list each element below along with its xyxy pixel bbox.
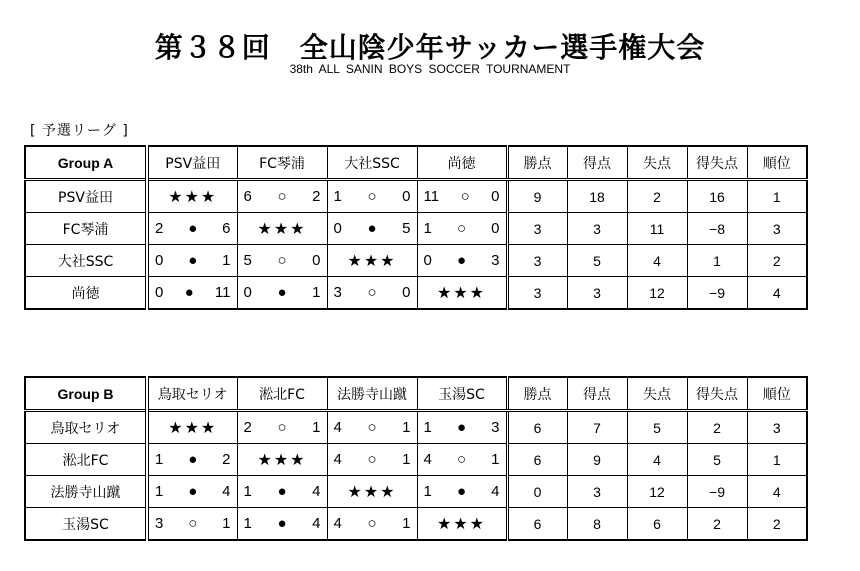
match-result-cell: [327, 508, 417, 541]
match-result-cell: [417, 245, 507, 277]
goals-for: 6: [243, 188, 252, 205]
match-result-cell: [417, 411, 507, 444]
stat-value: 12: [627, 277, 687, 310]
stat-header: 得点: [567, 377, 627, 411]
opponent-header: PSV益田: [147, 146, 237, 180]
goals-for: 4: [423, 451, 432, 468]
stat-value: 5: [627, 411, 687, 444]
stars-icon: ★★★: [436, 283, 487, 302]
table-row: [25, 476, 807, 508]
score: [418, 252, 506, 269]
goals-against: 4: [491, 483, 500, 500]
loss-dot-icon: ●: [188, 483, 198, 500]
stat-value: 3: [567, 213, 627, 245]
goals-for: 4: [333, 451, 342, 468]
goals-against: 1: [222, 515, 231, 532]
goals-against: 2: [312, 188, 321, 205]
score: [149, 451, 237, 468]
table-row: [25, 411, 807, 444]
stars-icon: ★★★: [168, 418, 218, 437]
stat-value: 5: [567, 245, 627, 277]
stars-icon: ★★★: [257, 219, 307, 238]
stars-icon: ★★★: [347, 482, 397, 501]
match-result-cell: [237, 411, 327, 444]
loss-dot-icon: ●: [456, 419, 467, 436]
stat-header: 失点: [627, 146, 687, 180]
stars-icon: ★★★: [347, 251, 397, 270]
score: [418, 220, 506, 237]
goals-against: 2: [222, 451, 231, 468]
goals-against: 1: [312, 419, 321, 436]
stat-header: 順位: [747, 377, 807, 411]
score: [328, 451, 417, 468]
goals-for: 5: [243, 252, 252, 269]
score: [238, 515, 327, 532]
stat-value: 4: [747, 476, 807, 508]
opponent-header: 大社SSC: [327, 146, 417, 180]
group-b-table: [24, 376, 808, 541]
stat-value: 16: [687, 180, 747, 213]
goals-for: 1: [243, 483, 252, 500]
match-result-cell: [147, 277, 237, 310]
team-name: 玉湯SC: [25, 508, 147, 541]
stat-header: 勝点: [507, 377, 567, 411]
stat-value: 3: [567, 476, 627, 508]
team-name: 鳥取セリオ: [25, 411, 147, 444]
goals-against: 11: [214, 284, 231, 301]
stat-value: 3: [507, 245, 567, 277]
match-result-cell: [147, 444, 237, 476]
stat-value: 2: [627, 180, 687, 213]
score: [418, 483, 506, 500]
goals-for: 0: [333, 220, 342, 237]
win-circle-icon: ○: [456, 220, 467, 237]
match-result-cell: [327, 180, 417, 213]
goals-for: 1: [155, 483, 164, 500]
opponent-header: 鳥取セリオ: [147, 377, 237, 411]
loss-dot-icon: ●: [277, 515, 287, 532]
goals-for: 0: [423, 252, 432, 269]
stat-header: 得点: [567, 146, 627, 180]
self-match-cell: [147, 180, 237, 213]
opponent-header: 尚徳: [417, 146, 507, 180]
goals-for: 1: [333, 188, 342, 205]
goals-against: 1: [491, 451, 500, 468]
loss-dot-icon: ●: [456, 252, 467, 269]
stat-value: 4: [747, 277, 807, 310]
match-result-cell: [147, 508, 237, 541]
stat-value: 2: [747, 245, 807, 277]
goals-for: 1: [243, 515, 252, 532]
stat-value: 9: [567, 444, 627, 476]
win-circle-icon: ○: [367, 451, 377, 468]
goals-against: 4: [312, 515, 321, 532]
goals-against: 0: [402, 188, 411, 205]
loss-dot-icon: ●: [188, 220, 198, 237]
win-circle-icon: ○: [277, 419, 287, 436]
header-row: [25, 377, 807, 411]
win-circle-icon: ○: [277, 188, 287, 205]
match-result-cell: [237, 180, 327, 213]
goals-against: 1: [222, 252, 231, 269]
stars-icon: ★★★: [257, 450, 307, 469]
goals-for: 3: [155, 515, 164, 532]
stat-value: 1: [747, 444, 807, 476]
goals-for: 1: [423, 483, 432, 500]
goals-against: 1: [402, 419, 411, 436]
match-result-cell: [417, 213, 507, 245]
stat-value: 4: [627, 444, 687, 476]
score: [149, 515, 237, 532]
stat-value: 2: [687, 508, 747, 541]
self-match-cell: [147, 411, 237, 444]
match-result-cell: [327, 277, 417, 310]
opponent-header: 淞北FC: [237, 377, 327, 411]
stat-value: 6: [507, 444, 567, 476]
stat-value: −8: [687, 213, 747, 245]
score: [149, 252, 237, 269]
win-circle-icon: ○: [367, 515, 377, 532]
goals-against: 0: [491, 220, 500, 237]
table-row: [25, 508, 807, 541]
score: [328, 284, 417, 301]
stat-value: 6: [627, 508, 687, 541]
self-match-cell: [417, 277, 507, 310]
goals-for: 2: [243, 419, 252, 436]
score: [418, 451, 506, 468]
score: [238, 419, 327, 436]
match-result-cell: [237, 245, 327, 277]
goals-for: 0: [243, 284, 252, 301]
table-row: [25, 277, 807, 310]
match-result-cell: [147, 245, 237, 277]
score: [418, 188, 506, 205]
team-name: 淞北FC: [25, 444, 147, 476]
stat-value: 18: [567, 180, 627, 213]
match-result-cell: [147, 476, 237, 508]
stat-value: 11: [627, 213, 687, 245]
goals-for: 2: [155, 220, 164, 237]
match-result-cell: [417, 180, 507, 213]
self-match-cell: [327, 245, 417, 277]
stat-value: 3: [507, 277, 567, 310]
match-result-cell: [417, 444, 507, 476]
goals-against: 1: [312, 284, 321, 301]
win-circle-icon: ○: [367, 419, 377, 436]
goals-against: 1: [402, 515, 411, 532]
goals-for: 4: [333, 515, 342, 532]
team-name: PSV益田: [25, 180, 147, 213]
score: [328, 515, 417, 532]
stat-value: 3: [747, 213, 807, 245]
score: [238, 284, 327, 301]
stat-value: −9: [687, 476, 747, 508]
self-match-cell: [417, 508, 507, 541]
stat-header: 勝点: [507, 146, 567, 180]
opponent-header: FC琴浦: [237, 146, 327, 180]
stat-header: 失点: [627, 377, 687, 411]
stat-value: 1: [747, 180, 807, 213]
match-result-cell: [417, 476, 507, 508]
score: [328, 188, 417, 205]
goals-against: 1: [402, 451, 411, 468]
goals-against: 5: [402, 220, 411, 237]
table-row: [25, 213, 807, 245]
goals-for: 4: [333, 419, 342, 436]
group-name: Group B: [25, 377, 147, 411]
match-result-cell: [237, 277, 327, 310]
score: [149, 220, 237, 237]
win-circle-icon: ○: [367, 188, 377, 205]
match-result-cell: [147, 213, 237, 245]
stat-value: 9: [507, 180, 567, 213]
score: [149, 483, 237, 500]
table-row: [25, 444, 807, 476]
stat-value: 3: [507, 213, 567, 245]
stat-value: 1: [687, 245, 747, 277]
stat-value: 3: [747, 411, 807, 444]
stat-value: 2: [747, 508, 807, 541]
self-match-cell: [327, 476, 417, 508]
goals-against: 0: [402, 284, 411, 301]
stat-value: 0: [507, 476, 567, 508]
team-name: 尚徳: [25, 277, 147, 310]
loss-dot-icon: ●: [277, 284, 287, 301]
stat-value: 8: [567, 508, 627, 541]
table-row: [25, 180, 807, 213]
page-title: 第３８回 全山陰少年サッカー選手権大会: [154, 31, 706, 64]
win-circle-icon: ○: [188, 515, 198, 532]
score: [328, 419, 417, 436]
score: [418, 419, 506, 436]
stat-value: 6: [507, 411, 567, 444]
match-result-cell: [327, 213, 417, 245]
match-result-cell: [327, 444, 417, 476]
opponent-header: 玉湯SC: [417, 377, 507, 411]
table-row: [25, 245, 807, 277]
goals-for: 1: [423, 419, 432, 436]
goals-for: 0: [155, 252, 164, 269]
score: [238, 252, 327, 269]
match-result-cell: [237, 476, 327, 508]
stat-value: 6: [507, 508, 567, 541]
win-circle-icon: ○: [456, 451, 467, 468]
opponent-header: 法勝寺山蹴: [327, 377, 417, 411]
match-result-cell: [237, 508, 327, 541]
loss-dot-icon: ●: [184, 284, 194, 301]
group-a-table: [24, 145, 808, 310]
stat-value: 2: [687, 411, 747, 444]
stars-icon: ★★★: [436, 514, 487, 533]
loss-dot-icon: ●: [188, 451, 198, 468]
stat-value: 7: [567, 411, 627, 444]
group-name: Group A: [25, 146, 147, 180]
goals-against: 3: [491, 419, 500, 436]
team-name: 法勝寺山蹴: [25, 476, 147, 508]
stat-value: 5: [687, 444, 747, 476]
goals-against: 0: [491, 188, 500, 205]
win-circle-icon: ○: [367, 284, 377, 301]
loss-dot-icon: ●: [367, 220, 377, 237]
stat-value: 12: [627, 476, 687, 508]
goals-for: 11: [423, 188, 440, 205]
page-subtitle: 38th ALL SANIN BOYS SOCCER TOURNAMENT: [289, 62, 571, 76]
stat-header: 得失点: [687, 146, 747, 180]
goals-against: 4: [222, 483, 231, 500]
team-name: FC琴浦: [25, 213, 147, 245]
score: [238, 188, 327, 205]
loss-dot-icon: ●: [277, 483, 287, 500]
stat-header: 順位: [747, 146, 807, 180]
goals-against: 0: [312, 252, 321, 269]
team-name: 大社SSC: [25, 245, 147, 277]
match-result-cell: [327, 411, 417, 444]
stat-header: 得失点: [687, 377, 747, 411]
goals-for: 1: [155, 451, 164, 468]
stars-icon: ★★★: [168, 187, 218, 206]
win-circle-icon: ○: [460, 188, 470, 205]
goals-for: 3: [333, 284, 342, 301]
score: [238, 483, 327, 500]
self-match-cell: [237, 444, 327, 476]
goals-for: 1: [423, 220, 432, 237]
goals-against: 6: [222, 220, 231, 237]
stat-value: −9: [687, 277, 747, 310]
self-match-cell: [237, 213, 327, 245]
goals-against: 4: [312, 483, 321, 500]
stat-value: 4: [627, 245, 687, 277]
win-circle-icon: ○: [277, 252, 287, 269]
section-label: [ 予選リーグ ]: [30, 123, 129, 139]
score: [149, 284, 237, 301]
stat-value: 3: [567, 277, 627, 310]
loss-dot-icon: ●: [188, 252, 198, 269]
loss-dot-icon: ●: [456, 483, 467, 500]
goals-against: 3: [491, 252, 500, 269]
goals-for: 0: [155, 284, 164, 301]
header-row: [25, 146, 807, 180]
score: [328, 220, 417, 237]
